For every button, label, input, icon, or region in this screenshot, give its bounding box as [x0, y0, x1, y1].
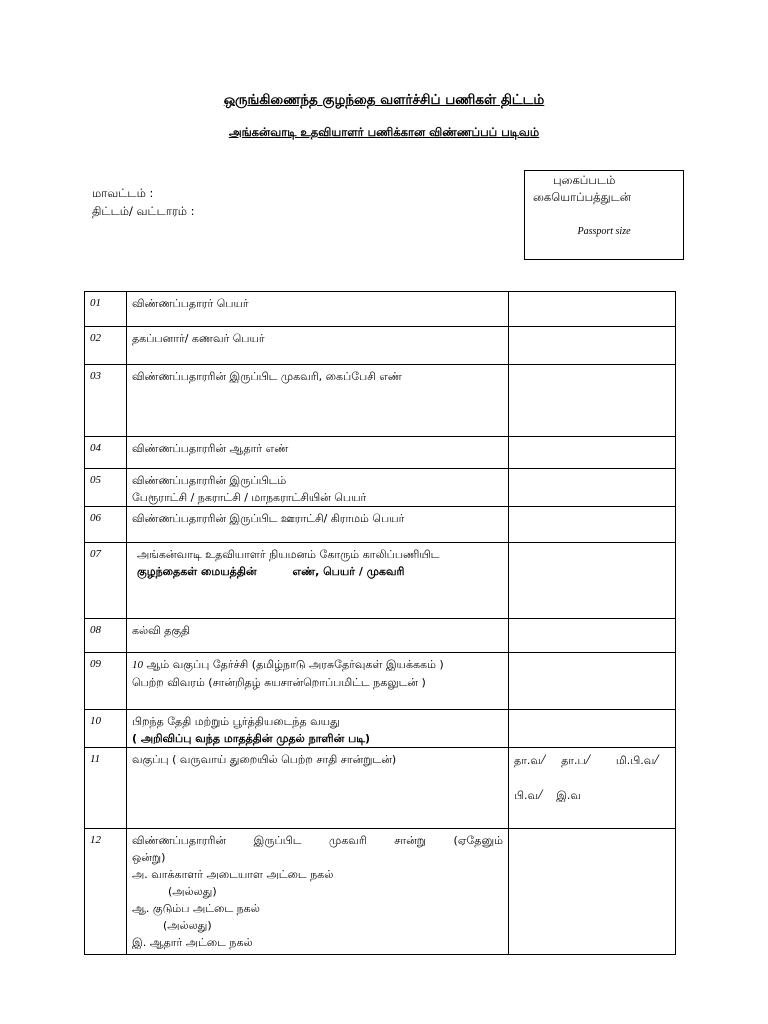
row-label-line: அங்கன்வாடி உதவியாளர் நியமனம் கோரும் காலிப்பணியிட [137, 548, 440, 561]
row-number: 04 [85, 437, 127, 469]
row-label-line: ( அறிவிப்பு வந்த மாதத்தின் முதல் நாளின் படி) [132, 732, 371, 745]
form-row-01 [85, 292, 676, 327]
page-subtitle: அங்கன்வாடி உதவியாளர் பணிக்கான விண்ணப்பப் படிவம் [228, 125, 540, 139]
address-phone-field[interactable] [509, 365, 676, 437]
village-panchayat-field[interactable] [509, 507, 676, 543]
row-label-part: 10 [132, 659, 143, 671]
form-row-08 [85, 619, 676, 653]
row-label-line: விண்ணப்பதாரரின் இருப்பிட முகவரி சான்று (ஏதேனும் [132, 834, 503, 847]
option-separator: / [538, 787, 543, 803]
form-row-11 [85, 748, 676, 829]
row-label-line: பேரூராட்சி / நகராட்சி / மாநகராட்சியின் பெயர் [132, 491, 367, 504]
form-row-10 [85, 710, 676, 748]
page-title: ஒருங்கிணைந்த குழந்தை வளர்ச்சிப் பணிகள் திட்டம் [223, 92, 545, 108]
form-row-03 [85, 365, 676, 437]
row-label: கல்வி தகுதி [127, 619, 509, 653]
father-husband-name-field[interactable] [509, 327, 676, 365]
photo-box-size-label: Passport size [577, 226, 631, 237]
row-label-part: ஆம் வகுப்பு தேர்ச்சி (தமிழ்நாடு அரசுதேர்வுகள் இயக்ககம் ) [146, 658, 444, 671]
community-option[interactable]: மி.பி.வ [615, 754, 655, 767]
row-label: தகப்பனார்/ கணவர் பெயர் [127, 327, 509, 365]
district-label: மாவட்டம் : [92, 186, 154, 200]
anganwadi-centre-field[interactable] [509, 543, 676, 619]
row-label-part: எண், பெயர் / முகவரி [292, 565, 405, 578]
application-form-table [84, 291, 676, 955]
row-label: விண்ணப்பதாரரின் இருப்பிட ஊராட்சி/ கிராமம் பெயர் [127, 507, 509, 543]
row-label [127, 543, 509, 619]
row-label [127, 469, 509, 507]
sslc-details-field[interactable] [509, 653, 676, 710]
row-label: விண்ணப்பதாரரின் இருப்பிட முகவரி, கைப்பேசி எண் [127, 365, 509, 437]
form-row-09 [85, 653, 676, 710]
community-options-line [514, 786, 670, 805]
row-number: 08 [85, 619, 127, 653]
row-label-part: குழந்தைகள் மையத்தின் [137, 565, 257, 578]
row-label-line: ஆ. குடும்ப அட்டை நகல் [132, 902, 260, 915]
option-separator: / [585, 752, 590, 768]
option-separator: / [540, 752, 546, 768]
town-panchayat-field[interactable] [509, 469, 676, 507]
row-number: 09 [85, 653, 127, 710]
row-label: வகுப்பு ( வருவாய் துறையில் பெற்ற சாதி சான்றுடன்) [127, 748, 509, 829]
option-separator: / [654, 752, 659, 768]
form-row-07 [85, 543, 676, 619]
form-row-02 [85, 327, 676, 365]
applicant-name-field[interactable] [509, 292, 676, 327]
row-label-line: விண்ணப்பதாரரின் இருப்பிடம் [132, 474, 287, 487]
education-field[interactable] [509, 619, 676, 653]
row-label-line: (அல்லது) [163, 919, 212, 932]
row-label-line [132, 656, 503, 674]
row-label-line: பெற்ற விவரம் (சான்றிதழ் சுயசான்றொப்பமிட்ட நகலுடன் ) [132, 676, 426, 689]
row-number: 02 [85, 327, 127, 365]
address-proof-field[interactable] [509, 829, 676, 955]
row-label-line: பிறந்த தேதி மற்றும் பூர்த்தியடைந்த வயது [132, 715, 340, 728]
row-label [127, 710, 509, 748]
aadhaar-number-field[interactable] [509, 437, 676, 469]
community-option[interactable]: இ.வ [556, 789, 581, 802]
scheme-block-label: திட்டம்/ வட்டாரம் : [92, 204, 195, 218]
row-label-line [132, 563, 503, 580]
form-row-05 [85, 469, 676, 507]
row-label: விண்ணப்பதாரரின் ஆதார் எண் [127, 437, 509, 469]
photo-box-label: புகைப்படம் [553, 173, 616, 187]
row-number: 12 [85, 829, 127, 955]
row-label [127, 829, 509, 955]
row-label-line: அ. வாக்காளர் அடையாள அட்டை நகல் [132, 868, 334, 881]
row-label-line: இ. ஆதார் அட்டை நகல் [132, 936, 253, 949]
form-row-12 [85, 829, 676, 955]
row-label-line: (அல்லது) [168, 885, 217, 898]
community-options [509, 748, 676, 829]
form-row-06 [85, 507, 676, 543]
row-number: 07 [85, 543, 127, 619]
community-option[interactable]: தா.வ [514, 754, 541, 767]
row-label [127, 653, 509, 710]
photo-box-signature-label: கையொப்பத்துடன் [533, 190, 631, 204]
community-options-line [514, 751, 670, 770]
date-of-birth-age-field[interactable] [509, 710, 676, 748]
row-number: 05 [85, 469, 127, 507]
community-option[interactable]: தா.ப [561, 754, 586, 767]
row-number: 01 [85, 292, 127, 327]
row-label: விண்ணப்பதாரர் பெயர் [127, 292, 509, 327]
row-number: 11 [85, 748, 127, 829]
row-label-line: ஒன்று) [132, 851, 166, 864]
row-number: 06 [85, 507, 127, 543]
row-number: 03 [85, 365, 127, 437]
photo-box [524, 170, 684, 260]
form-row-04 [85, 437, 676, 469]
row-number: 10 [85, 710, 127, 748]
community-option[interactable]: பி.வ [514, 789, 539, 802]
